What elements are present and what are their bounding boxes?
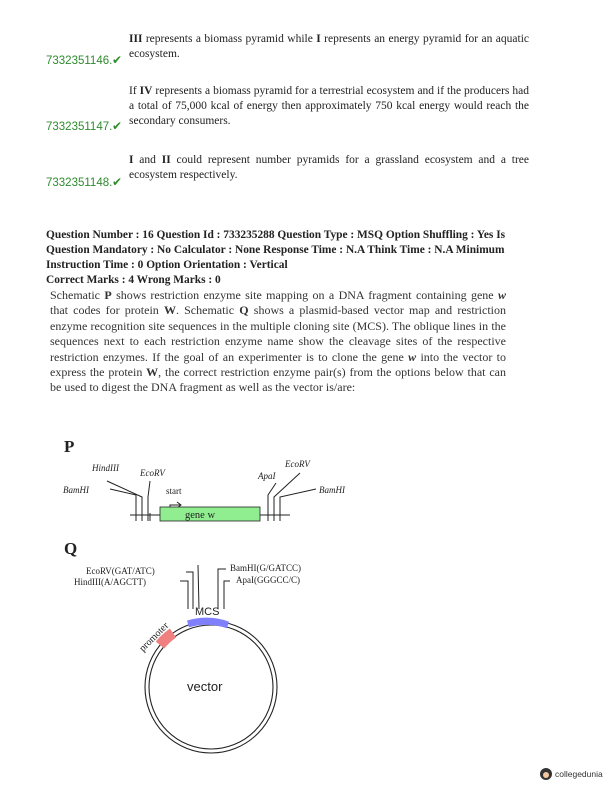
- bamhi-right-label: BamHI: [319, 485, 345, 495]
- hindiii-seq-label: HindIII(A/AGCTT): [74, 577, 146, 587]
- bamhi-left-label: BamHI: [63, 485, 89, 495]
- option-3: [0, 150, 612, 210]
- question-meta: [46, 228, 536, 288]
- check-icon: ✔: [112, 53, 123, 67]
- collegedunia-logo: [536, 762, 610, 786]
- meta-line-2: Question Mandatory : No Calculator : None Response Time : N.A Think Time : N.A Minimum: [46, 244, 505, 256]
- option-1: [0, 30, 612, 90]
- check-icon: ✔: [112, 175, 123, 189]
- option-id: 7332351147.: [46, 121, 113, 133]
- hindiii-label: HindIII: [92, 463, 119, 473]
- option-text: III represents a biomass pyramid while I represents an energy pyramid for an aquatic ecosystem.: [129, 33, 530, 60]
- ecorv-seq-label: EcoRV(GAT/ATC): [86, 566, 155, 576]
- logo-text: collegedunia: [555, 769, 603, 779]
- schematic-q-label: Q: [64, 539, 78, 558]
- option-id: 7332351146.: [46, 55, 113, 67]
- start-label: start: [166, 486, 182, 496]
- schematic-diagrams: [0, 425, 612, 755]
- apai-label: ApaI: [258, 471, 276, 481]
- option-text: If IV represents a biomass pyramid for a terrestrial ecosystem and if the producers had a total of 75,000 kcal of energy then approximately 750 kcal energy would reach the secondary consumers.: [129, 85, 529, 127]
- ecorv-left-label: EcoRV: [140, 468, 165, 478]
- bamhi-seq-label: BamHI(G/GATCC): [230, 563, 301, 573]
- mcs-label: MCS: [195, 606, 220, 618]
- meta-line-3: Instruction Time : 0 Option Orientation : Vertical: [46, 259, 288, 271]
- option-id: 7332351148.: [46, 177, 113, 189]
- check-icon: ✔: [112, 119, 123, 133]
- meta-line-1: Question Number : 16 Question Id : 733235288 Question Type : MSQ Option Shuffling : Yes Is: [46, 229, 506, 241]
- option-text: I and II could represent number pyramids for a grassland ecosystem and a tree ecosystem respectively.: [129, 154, 529, 181]
- schematic-p-label: P: [64, 437, 75, 456]
- gene-label: gene w: [185, 510, 216, 521]
- option-2: [0, 84, 612, 144]
- question-text: Schematic P shows restriction enzyme site mapping on a DNA fragment containing gene w that codes for protein W. Schematic Q shows a plasmid-based vector map and restriction enzyme recognition site sequences in the multiple cloning site (MCS). The oblique lines in the sequences next to each restriction enzyme name show the cleavage sites of the respective restriction enzymes. If the goal of an experimenter is to clone the gene w into the vector to express the protein W, the correct restriction enzyme pair(s) from the options below that can be used to digest the DNA fragment as well as the vector is/are:: [50, 288, 506, 395]
- meta-line-4: Correct Marks : 4 Wrong Marks : 0: [46, 274, 221, 286]
- mcs-region: [188, 621, 228, 625]
- apai-seq-label: ApaI(GGGCC/C): [236, 575, 300, 585]
- ecorv-right-label: EcoRV: [285, 459, 310, 469]
- vector-label: vector: [187, 679, 223, 694]
- promoter-label: promoter: [137, 620, 172, 655]
